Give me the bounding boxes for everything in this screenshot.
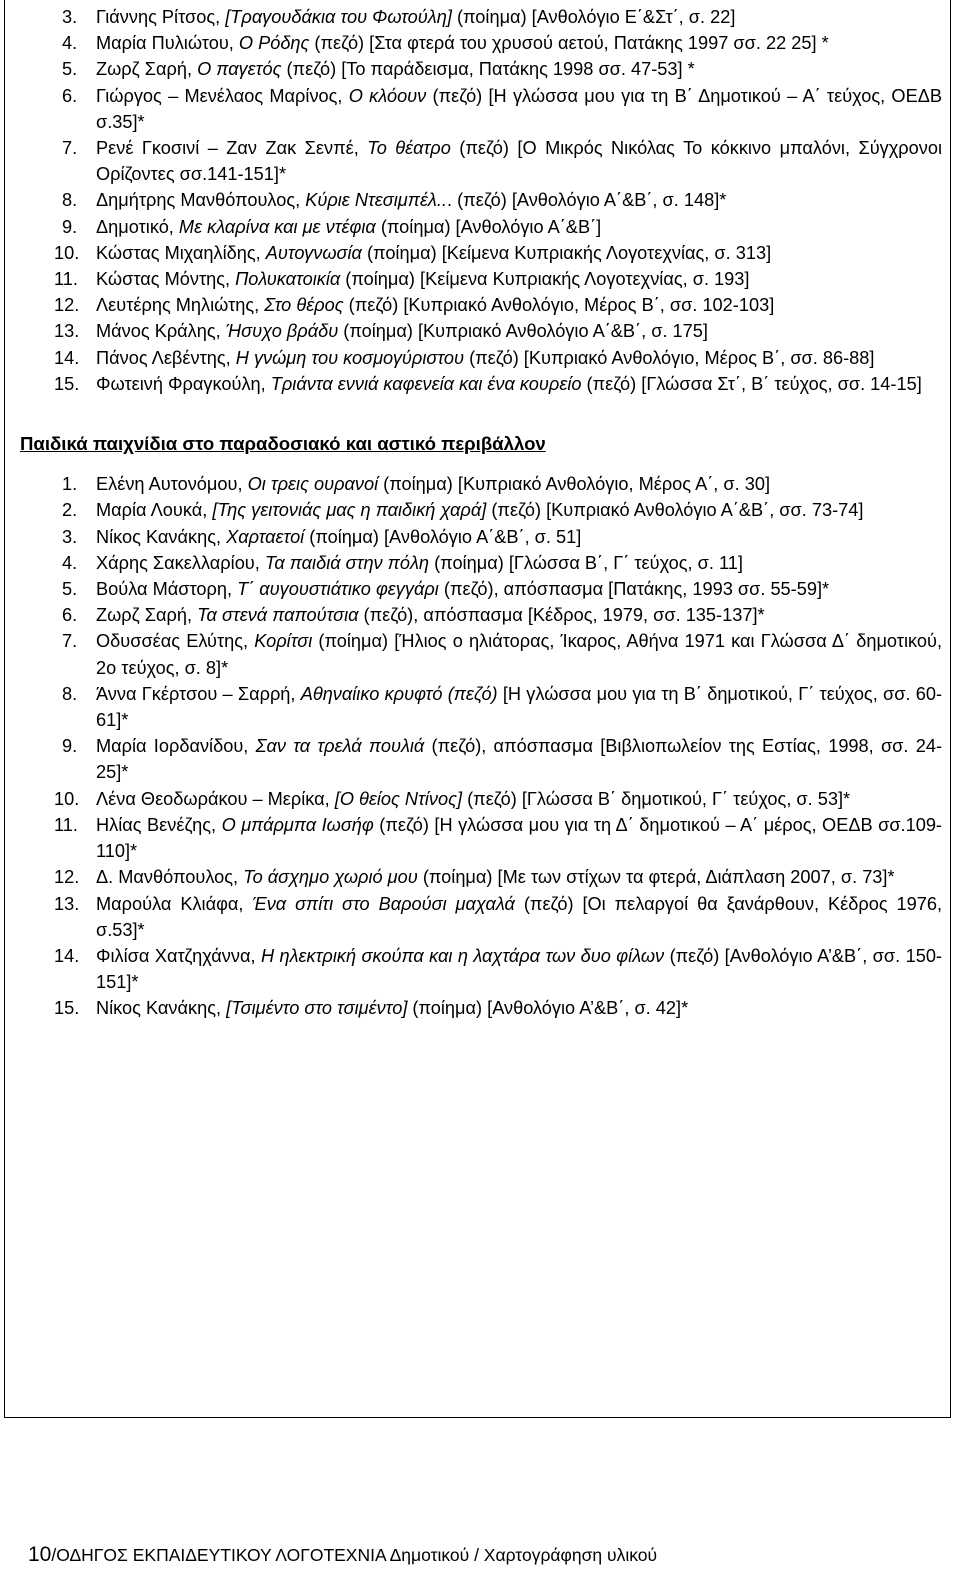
item-details: (ποίημα) [Ανθολόγιο Α΄&Β΄] [375,216,602,237]
item-number: 15. [54,998,80,1019]
item-author: Φωτεινή Φραγκούλη, [96,373,271,394]
item-details: (ποίημα) [Ανθολόγιο Α’&Β΄, σ. 42]* [407,998,689,1019]
item-author: Ελένη Αυτονόμου, [96,474,248,495]
list-item [20,576,942,602]
item-number: 10. [54,242,80,263]
item-author: Μαρία Ιορδανίδου, [96,736,256,757]
item-details: (ποίημα) [Ανθολόγιο Α΄&Β΄, σ. 51] [304,526,582,547]
item-author: Μαρία Πυλιώτου, [96,33,239,54]
item-author: Δημήτρης Μανθόπουλος, [96,190,306,211]
item-author: Μαρούλα Κλιάφα, [96,893,253,914]
item-details: (πεζό) [Γλώσσα Στ΄, Β΄ τεύχος, σσ. 14-15] [581,373,922,394]
item-title: [Ο θείος Ντίνος] [334,788,463,809]
item-author: Πάνος Λεβέντης, [96,347,236,368]
item-title: Η γνώμη του κοσμογύριστου [235,347,465,368]
item-details: (πεζό) [Οι πελαργοί θα ξανάρθουν, Κέδρος 1976, σ.53]* [96,893,943,940]
list-item [20,471,942,497]
item-number: 4. [62,552,78,573]
section-heading: Παιδικά παιχνίδια στο παραδοσιακό και αστικό περιβάλλον [20,433,546,455]
list-item [20,318,942,344]
list-item [20,602,942,628]
item-title: Το θέατρο [367,138,451,159]
item-number: 7. [62,138,78,159]
item-title: [Τσιμέντο στο τσιμέντο] [226,998,408,1019]
item-details: (ποίημα) [Κείμενα Κυπριακής Λογοτεχνίας, σ. 193] [340,269,750,290]
item-author: Λευτέρης Μηλιώτης, [96,295,265,316]
list-item [20,292,942,318]
item-title: [Της γειτονιάς μας η παιδική χαρά] [212,500,487,521]
item-title: Κύριε Ντεσιμπέλ.. [305,190,447,211]
list-item [20,266,942,292]
list-item [20,891,942,943]
item-number: 11. [54,814,78,835]
page-number: 10 [28,1543,52,1566]
item-title: Με κλαρίνα και με ντέφια [178,216,376,237]
item-title: Οι τρεις ουρανοί [247,474,379,495]
item-title: Ήσυχο βράδυ [225,321,339,342]
item-author: Νίκος Κανάκης, [96,526,227,547]
page-footer [28,1543,948,1567]
list-item [20,681,942,733]
item-details: (πεζό), απόσπασμα [Κέδρος, 1979, σσ. 135-137]* [358,605,765,626]
list-item [20,628,942,680]
item-details: (ποίημα) [Ήλιος ο ηλιάτορας, Ίκαρος, Αθήνα 1971 και Γλώσσα Δ΄ δημοτικού, 2ο τεύχος, σ. 8]* [96,631,942,678]
list-item [20,864,942,890]
item-number: 5. [62,579,78,600]
item-title: Χαρταετοί [226,526,305,547]
item-number: 10. [54,788,80,809]
item-details: (ποίημα) [Κυπριακό Ανθολόγιο, Μέρος Α΄, σ. 30] [378,474,771,495]
item-author: Κώστας Μιχαηλίδης, [96,242,266,263]
item-author: Ζωρζ Σαρή, [96,59,198,80]
item-author: Γιώργος – Μενέλαος Μαρίνος, [96,85,349,106]
item-title: Τριάντα εννιά καφενεία και ένα κουρείο [270,373,582,394]
item-details: (πεζό) [Κυπριακό Ανθολόγιο Α΄&Β΄, σσ. 73-74] [486,500,864,521]
item-author: Δημοτικό, [96,216,179,237]
item-title: Αυτογνωσία [265,242,362,263]
item-author: Ζωρζ Σαρή, [96,605,198,626]
item-details: (ποίημα) [Κυπριακό Ανθολόγιο Α΄&Β΄, σ. 175] [338,321,708,342]
item-author: Νίκος Κανάκης, [96,998,227,1019]
item-title: Κορίτσι [254,631,313,652]
item-title: Ο κλόουν [348,85,427,106]
item-number: 13. [54,321,80,342]
list-item [20,550,942,576]
reading-list-2 [20,471,942,1021]
footer-text: /ΟΔΗΓΟΣ ΕΚΠΑΙΔΕΥΤΙΚΟΥ ΛΟΓΟΤΕΧΝΙΑ Δημοτικού / Χαρτογράφηση υλικού [51,1545,658,1565]
item-number: 1. [62,474,78,495]
item-title: Αθηναίικο κρυφτό (πεζό) [300,683,498,704]
item-author: Κώστας Μόντης, [96,269,236,290]
item-details: (πεζό) [Η γλώσσα μου για τη Δ΄ δημοτικού – Α΄ μέρος, ΟΕΔΒ σσ.109-110]* [96,814,942,862]
reading-list-1 [20,4,942,397]
item-title: Πολυκατοικία [235,269,341,290]
item-number: 14. [54,347,80,368]
item-number: 9. [62,736,78,757]
item-title: Στο θέρος [264,295,344,316]
item-details: (πεζό) [Στα φτερά του χρυσού αετού, Πατάκης 1997 σσ. 22 25] * [309,33,829,54]
item-details: (ποίημα) [Με των στίχων τα φτερά, Διάπλαση 2007, σ. 73]* [417,867,895,888]
item-details: (ποίημα) [Ανθολόγιο Ε΄&Στ΄, σ. 22] [451,7,736,27]
list-item [20,995,942,1021]
item-details: (πεζό) [Κυπριακό Ανθολόγιο, Μέρος Β΄, σσ. 102-103] [343,295,775,316]
item-title: Ο παγετός [197,59,282,80]
item-author: Ηλίας Βενέζης, [96,814,222,835]
item-title: Η ηλεκτρική σκούπα και η λαχτάρα των δυο φίλων [260,945,665,966]
item-title: Σαν τα τρελά πουλιά [255,736,425,757]
item-author: Ρενέ Γκοσινί – Ζαν Ζακ Σενπέ, [96,138,368,159]
item-number: 14. [54,945,80,966]
list-item [20,214,942,240]
list-item [20,345,942,371]
item-number: 12. [54,867,80,888]
list-item [20,497,942,523]
item-details: (ποίημα) [Κείμενα Κυπριακής Λογοτεχνίας, σ. 313] [361,242,772,263]
item-author: Μαρία Λουκά, [96,500,213,521]
page-content [20,4,942,1022]
list-item [20,812,942,864]
item-title: Το άσχημο χωριό μου [243,867,418,888]
item-author: Χάρης Σακελλαρίου, [96,552,265,573]
item-number: 13. [54,893,80,914]
list-item [20,943,942,995]
item-author: Φιλίσα Χατζηχάννα, [96,945,261,966]
item-number: 7. [62,631,78,652]
list-item [20,4,942,30]
item-details: (πεζό), απόσπασμα [Βιβλιοπωλείον της Εστίας, 1998, σσ. 24-25]* [96,736,942,783]
item-details: (πεζό), απόσπασμα [Πατάκης, 1993 σσ. 55-59]* [438,579,830,600]
item-author: Βούλα Μάστορη, [96,579,238,600]
item-details: (πεζό) [Το παράδεισμα, Πατάκης 1998 σσ. 47-53] * [281,59,695,80]
item-details: . (πεζό) [Ανθολόγιο Α΄&Β΄, σ. 148]* [447,190,727,211]
item-number: 3. [62,526,78,547]
item-details: (πεζό) [Ο Μικρός Νικόλας Το κόκκινο μπαλόνι, Σύγχρονοι Ορίζοντες σσ.141-151]* [96,138,943,185]
item-details: (πεζό) [Γλώσσα Β΄ δημοτικού, Γ΄ τεύχος, σ. 53]* [462,788,851,809]
item-details: (πεζό) [Κυπριακό Ανθολόγιο, Μέρος Β΄, σσ. 86-88] [464,347,875,368]
item-author: Άννα Γκέρτσου – Σαρρή, [96,683,301,704]
item-details: (ποίημα) [Γλώσσα Β΄, Γ΄ τεύχος, σ. 11] [429,552,743,573]
item-number: 3. [62,7,78,27]
item-details: (πεζό) [Η γλώσσα μου για τη Β΄ Δημοτικού – Α΄ τεύχος, ΟΕΔΒ σ.35]* [96,85,942,132]
item-title: Τα στενά παπούτσια [197,605,359,626]
item-number: 11. [54,269,78,290]
item-author: Οδυσσέας Ελύτης, [96,631,255,652]
item-number: 8. [62,190,78,211]
item-number: 12. [54,295,80,316]
item-title: Τα παιδιά στην πόλη [264,552,430,573]
item-number: 6. [62,85,78,106]
item-number: 6. [62,605,78,626]
item-title: Τ΄ αυγουστιάτικο φεγγάρι [237,579,439,600]
list-item [20,30,942,56]
item-number: 2. [62,500,78,521]
item-title: Ο Ρόδης [238,33,310,54]
item-author: Μάνος Κράλης, [96,321,226,342]
list-item [20,135,942,187]
item-title: [Τραγουδάκια του Φωτούλη] [225,7,452,27]
item-number: 15. [54,373,80,394]
item-number: 5. [62,59,78,80]
item-title: Ένα σπίτι στο Βαρούσι μαχαλά [252,893,515,914]
list-item [20,240,942,266]
item-author: Γιάννης Ρίτσος, [96,7,226,27]
item-number: 4. [62,33,78,54]
item-title: Ο μπάρμπα Ιωσήφ [221,814,374,835]
list-item [20,56,942,82]
item-number: 8. [62,683,78,704]
list-item [20,83,942,135]
item-details: (πεζό) [Ανθολόγιο Α’&Β΄, σσ. 150-151]* [96,945,942,993]
item-author: Δ. Μανθόπουλος, [96,867,244,888]
list-item [20,733,942,785]
list-item [20,524,942,550]
item-number: 9. [62,216,78,237]
item-author: Λένα Θεοδωράκου – Μερίκα, [96,788,335,809]
item-details: [Η γλώσσα μου για τη Β΄ δημοτικού, Γ΄ τεύχος, σσ. 60-61]* [96,683,943,731]
list-item [20,187,942,213]
list-item [20,786,942,812]
list-item [20,371,942,397]
